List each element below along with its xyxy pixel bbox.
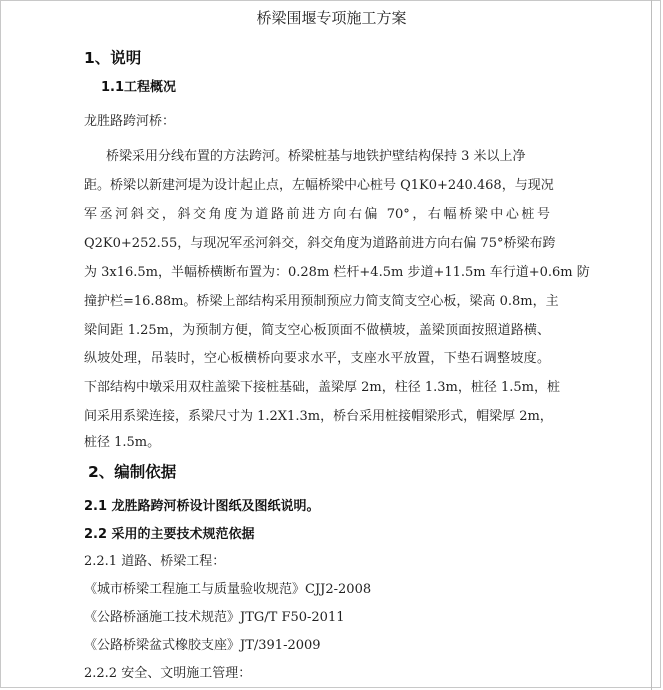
section-2-2-1-heading: 2.2.1 道路、桥梁工程： [84,554,226,569]
section-1-heading: 1、说明 [84,49,142,67]
standard-item: 《公路桥涵施工技术规范》JTG/T F50-2011 [84,610,345,625]
section-2-heading: 2、编制依据 [88,463,177,481]
paragraph-line: 军丞河斜交，斜交角度为道路前进方向右偏 70°，右幅桥梁中心桩号 [84,207,550,222]
bridge-name: 龙胜路跨河桥： [84,114,176,129]
page-edge-rule [651,0,652,690]
paragraph-line: 桥梁采用分线布置的方法跨河。桥梁桩基与地铁护壁结构保持 3 米以上净 [106,149,526,164]
paragraph-line: 撞护栏=16.88m。桥梁上部结构采用预制预应力简支简支空心板，梁高 0.8m，主 [84,294,559,309]
standard-item: 《公路桥梁盆式橡胶支座》JT/391-2009 [84,638,321,653]
section-1-1-heading: 1.1工程概况 [101,80,177,95]
section-2-2-heading: 2.2 采用的主要技术规范依据 [84,527,255,542]
paragraph-line: 下部结构中墩采用双柱盖梁下接桩基础，盖梁厚 2m，柱径 1.3m，桩径 1.5m，桩 [84,380,560,395]
document-title: 桥梁围堰专项施工方案 [256,9,407,27]
paragraph-line: 间采用系梁连接，系梁尺寸为 1.2X1.3m，桥台采用桩接帽梁形式，帽梁厚 2m， [84,409,553,424]
section-2-2-2-heading: 2.2.2 安全、文明施工管理： [84,666,252,681]
paragraph-line: 梁间距 1.25m，为预制方便，简支空心板顶面不做横坡，盖梁顶面按照道路横、 [84,323,550,338]
section-2-1-heading: 2.1 龙胜路跨河桥设计图纸及图纸说明。 [84,499,320,514]
paragraph-line: 桩径 1.5m。 [84,435,161,450]
paragraph-line: Q2K0+252.55，与现况军丞河斜交，斜交角度为道路前进方向右偏 75°桥梁布跨 [84,236,556,251]
paragraph-line: 纵坡处理，吊装时，空心板横桥向要求水平，支座水平放置，下垫石调整坡度。 [84,351,550,366]
paragraph-line: 为 3x16.5m，半幅桥横断布置为：0.28m 栏杆+4.5m 步道+11.5m 车行道+0.6m 防 [84,265,590,280]
paragraph-line: 距。桥梁以新建河堤为设计起止点，左幅桥梁中心桩号 Q1K0+240.468，与现况 [84,178,554,193]
standard-item: 《城市桥梁工程施工与质量验收规范》CJJ2-2008 [84,582,372,597]
